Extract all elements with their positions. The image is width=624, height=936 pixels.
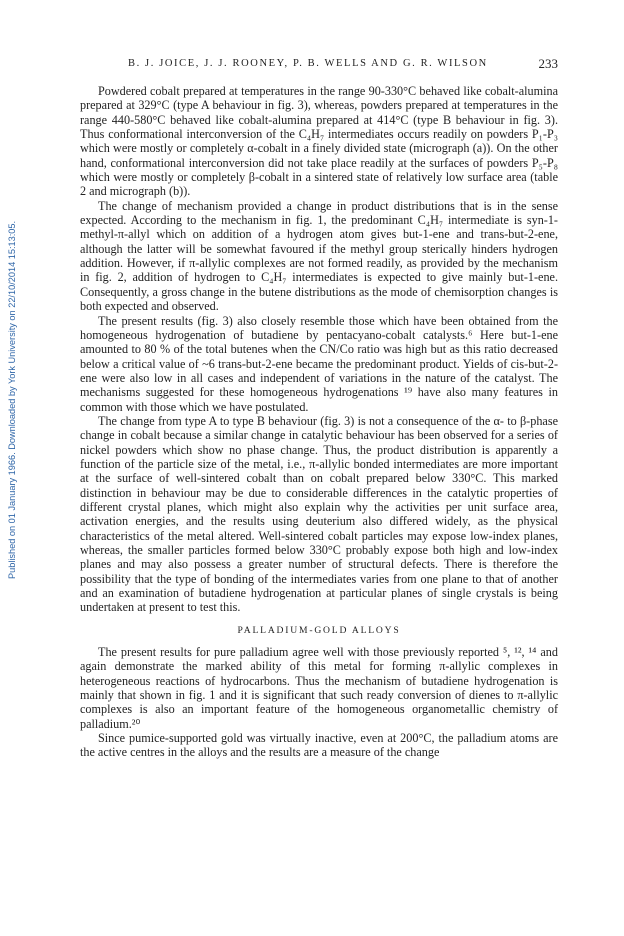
paragraph: Since pumice-supported gold was virtually inactive, even at 200°C, the palladium atoms are the active centres in the alloys and the results are a measure of the change: [80, 731, 558, 760]
running-header: [80, 58, 558, 74]
article-body: [80, 84, 558, 760]
paragraph: The change from type A to type B behaviour (fig. 3) is not a consequence of the α- to β-phase change in cobalt because a similar change in catalytic behaviour has been observed for a series of nickel powders which show no phase change. Thus, the product distribution is apparently a function of the particle size of the metal, i.e., π-allylic bonded intermediates are more important at the surface of well-sintered cobalt than on cobalt prepared below 330°C. This marked distinction in behaviour may be due to considerable differences in the catalytic properties of different crystal planes, which might also explain why the activities per unit surface area, activation energies, and the results using deuterium also differed widely, as the physical characteristics of the metal altered. Well-sintered cobalt particles may expose low-index planes, whereas, the smaller particles formed below 330°C probably expose both high and low-index planes and may also possess a greater number of structural defects. There is therefore the possibility that the type of bonding of the intermediates varies from one plane to that of another and an examination of butadiene hydrogenation at particular planes of single crystals is being undertaken at present to test this.: [80, 413, 558, 615]
header-authors: B. J. JOICE, J. J. ROONEY, P. B. WELLS AND G. R. WILSON: [128, 58, 488, 69]
paragraph: The change of mechanism provided a change in product distributions that is in the sense expected. According to the mechanism in fig. 1, the predominant C₄H₇ intermediate is syn-1-methyl-π-allyl which on addition of a hydrogen atom gives but-1-ene and trans-but-2-ene, although the latter will be somewhat favoured if the methyl group sterically hinders hydrogen addition. However, if π-allylic complexes are not formed readily, as provided by the mechanism in fig. 2, addition of hydrogen to C₄H₇ intermediates is expected to give mainly but-1-ene. Consequently, a gross change in the butene distributions as the mode of chemisorption changes is both expected and observed.: [80, 198, 558, 314]
page-number: 233: [538, 56, 558, 71]
paragraph: The present results for pure palladium agree well with those previously reported ⁵, ¹², ¹⁴ and again demonstrate the marked ability of this metal for forming π-allylic complexes in heterogeneous reactions of hydrocarbons. Thus the mechanism of butadiene hydrogenation is mainly that shown in fig. 1 and it is significant that such ready conversion of dienes to π-allylic complexes is also an important feature of the homogeneous organometallic chemistry of palladium.²⁰: [80, 645, 558, 731]
download-watermark: Published on 01 January 1966. Downloaded by York University on 22/10/2014 15:13:05.: [7, 220, 17, 580]
section-heading: PALLADIUM-GOLD ALLOYS: [237, 624, 401, 636]
paragraph: Powdered cobalt prepared at temperatures in the range 90-330°C behaved like cobalt-alumina prepared at 329°C (type A behaviour in fig. 3), whereas, powders prepared at temperatures in the range 440-580°C behaved like cobalt-alumina prepared at 414°C (type B behaviour in fig. 3). Thus conformational interconversion of the C₄H₇ intermediates occurs readily on powders P₁-P₃ which were mostly or completely α-cobalt in a finely divided state (micrograph (a)). On the other hand, conformational interconversion did not take place readily at the surfaces of powders P₅-P₈ which were mostly or completely β-cobalt in a sintered state of relatively low surface area (table 2 and micrograph (b)).: [80, 84, 558, 199]
paragraph: The present results (fig. 3) also closely resemble those which have been obtained from the homogeneous hydrogenation of butadiene by pentacyano-cobalt catalysts.⁶ Here but-1-ene amounted to 80 % of the total butenes when the CN/Co ratio was high but as this ratio decreased below a critical value of ~6 trans-but-2-ene became the predominant product. Yields of cis-but-2-ene were also low in all cases and independent of variations in the nature of the catalyst. The mechanisms suggested for these homogeneous hydrogenations ¹⁹ have also many features in common with those which we have postulated.: [80, 313, 558, 414]
